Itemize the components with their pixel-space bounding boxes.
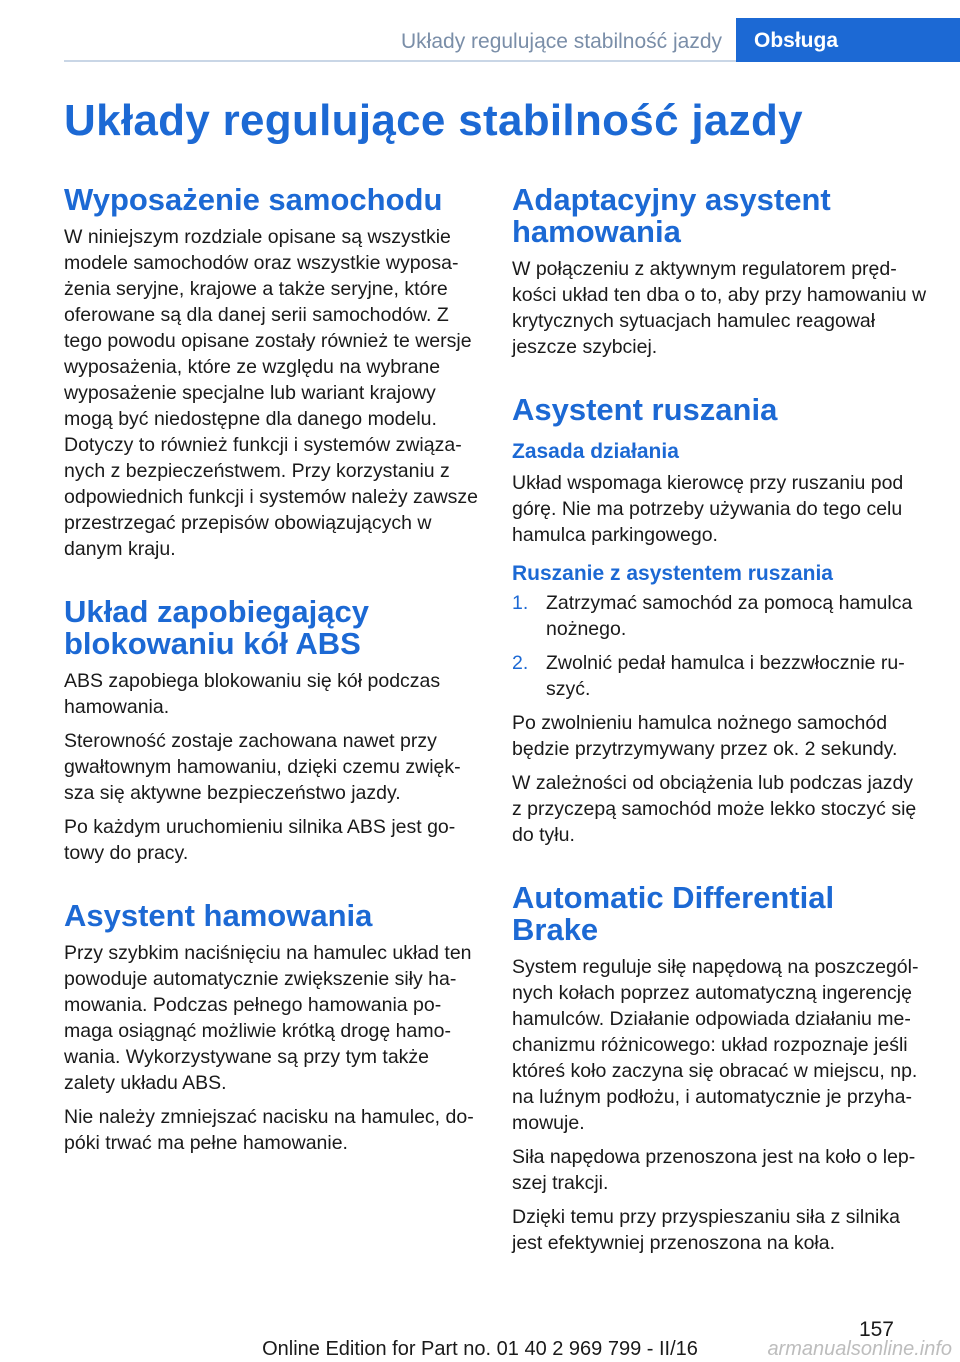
- running-header-tab: Obsługa: [736, 18, 960, 62]
- left-column: [64, 184, 480, 1156]
- heading-automatic-differential-brake: Automatic Differential Brake: [512, 880, 835, 947]
- steps-list: [512, 590, 928, 702]
- adb-paragraph-3: Dzięki temu przy przyspieszaniu siła z silnika jest efektywniej przenoszona na koła.: [512, 1206, 900, 1254]
- list-item: [512, 650, 928, 702]
- adb-paragraph-1: System reguluje siłę napędową na poszczególnych kołach poprzez automatyczną ingerencję hamulców. Działanie odpowiada działaniu mechanizmu różnicowego: układ rozpoznaje jeśli któreś koło zaczyna się obracać w miejscu, np. na luźnym podłożu, i automatycznie je przyhamowuje.: [512, 956, 919, 1134]
- list-item: [512, 590, 928, 642]
- principle-paragraph: Układ wspomaga kierowcę przy ruszaniu pod górę. Nie ma potrzeby używania do tego celu hamulca parkingowego.: [512, 472, 904, 546]
- abs-paragraph-1: ABS zapobiega blokowaniu się kół podczas hamowania.: [64, 670, 441, 718]
- footer-edition: Online Edition for Part no. 01 40 2 969 799 - II/16: [262, 1338, 698, 1360]
- hill-start-paragraph-2: W zależności od obciążenia lub podczas jazdy z przyczepą samochód może lekko stoczyć się do tyłu.: [512, 772, 917, 846]
- abs-paragraph-2: Sterowność zostaje zachowana nawet przy gwałtownym hamowaniu, dzięki czemu zwiększa się aktywne bezpieczeństwo jazdy.: [64, 730, 461, 804]
- page-number: 157: [858, 1318, 894, 1341]
- step-number: 2.: [512, 652, 529, 674]
- page-title: Układy regulujące stabilność jazdy: [64, 96, 803, 145]
- right-column: [512, 184, 928, 1256]
- step-text: Zatrzymać samochód za pomocą hamulca nożnego.: [546, 592, 913, 640]
- step-number: 1.: [512, 592, 529, 614]
- adb-paragraph-2: Siła napędowa przenoszona jest na koło o lepszej trakcji.: [512, 1146, 916, 1194]
- heading-adaptive-brake-assist: Adaptacyjny asystent hamowania: [512, 182, 831, 249]
- step-text: Zwolnić pedał hamulca i bezzwłocznie ruszyć.: [546, 652, 905, 700]
- subheading-principle: Zasada działania: [512, 440, 679, 463]
- abs-paragraph-3: Po każdym uruchomieniu silnika ABS jest gotowy do pracy.: [64, 816, 456, 864]
- equipment-paragraph: W niniejszym rozdziale opisane są wszystkie modele samochodów oraz wszystkie wyposażenia seryjne, krajowe a także seryjne, które oferowane są dla danej serii samochodów. Z tego powodu opisane zostały również te wersje wyposażenia, które ze względu na wybrane wyposażenie specjalne lub wariant krajowy mogą być niedostępne dla danego modelu. Dotyczy to również funkcji i systemów związanych z bezpieczeństwem. Przy korzystaniu z odpowiednich funkcji i systemów należy zawsze przestrzegać przepisów obowiązujących w danym kraju.: [64, 226, 479, 560]
- hill-start-paragraph-1: Po zwolnieniu hamulca nożnego samochód będzie przytrzymywany przez ok. 2 sekundy.: [512, 712, 898, 760]
- watermark: armanualsonline.info: [767, 1338, 952, 1360]
- heading-brake-assist: Asystent hamowania: [64, 898, 373, 933]
- brake-assist-paragraph-1: Przy szybkim naciśnięciu na hamulec układ ten powoduje automatycznie zwiększenie siły hamowania. Podczas pełnego hamowania pomaga osiągnąć możliwie krótką drogę hamowania. Wykorzystywane są przy tym także zalety układu ABS.: [64, 942, 472, 1094]
- heading-hill-start-assist: Asystent ruszania: [512, 392, 778, 427]
- heading-equipment: Wyposażenie samochodu: [64, 182, 443, 217]
- brake-assist-paragraph-2: Nie należy zmniejszać nacisku na hamulec, dopóki trwać ma pełne hamowanie.: [64, 1106, 474, 1154]
- adaptive-paragraph: W połączeniu z aktywnym regulatorem prędkości układ ten dba o to, aby przy hamowaniu w krytycznych sytuacjach hamulec reagował jeszcze szybciej.: [512, 258, 927, 358]
- running-header-section: Układy regulujące stabilność jazdy: [401, 30, 722, 53]
- heading-abs: Układ zapobiegający blokowaniu kół ABS: [64, 594, 369, 661]
- subheading-start-with-assist: Ruszanie z asystentem ruszania: [512, 562, 833, 585]
